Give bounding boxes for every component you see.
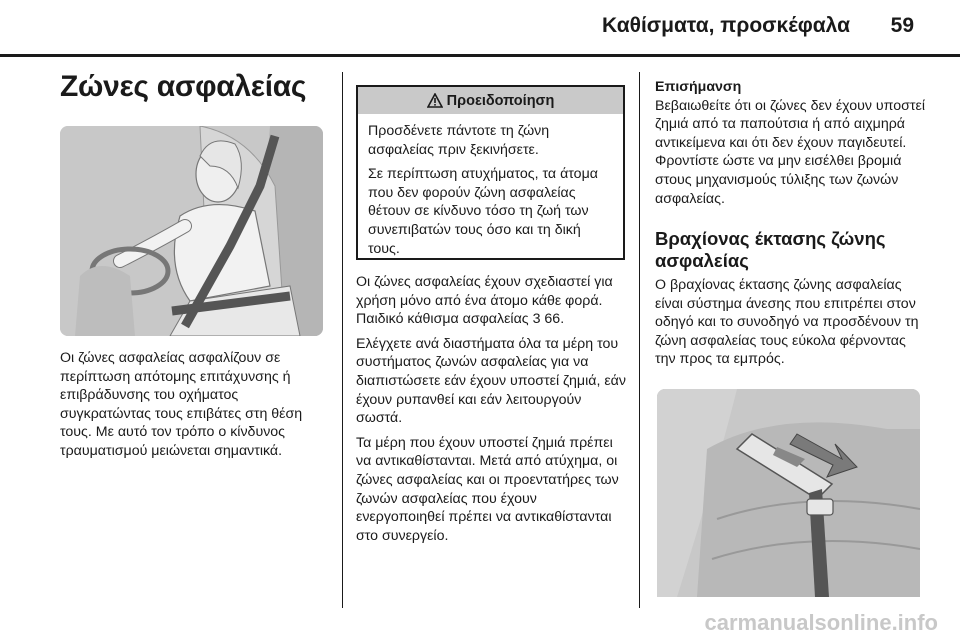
belt-extender-text: Ο βραχίονας έκτασης ζώνης ασφαλείας είναι σύστημα άνεσης που επιτρέπει στον οδηγό και το συνοδηγό να προσδένουν τη ζώνη ασφαλείας τους εύκολα φέρνοντας την προς τα εμπρός. (655, 277, 919, 368)
page-number: 59 (890, 14, 914, 37)
belt-extender-illustration (657, 389, 920, 597)
single-user-paragraph (356, 273, 628, 329)
note-block (655, 78, 925, 208)
page-reference-link[interactable]: 3 66. (532, 311, 565, 328)
header-title: Καθίσματα, προσκέφαλα (602, 14, 850, 37)
seatbelt-driver-illustration (60, 126, 323, 336)
middle-column-text (356, 273, 628, 551)
note-text: Βεβαιωθείτε ότι οι ζώνες δεν έχουν υποστεί ζημιά από τα παπούτσια ή από αιχμηρά αντικείμενα και ότι δεν έχουν παγιδευτεί. Φροντίστε ώστε να μην εισέλθει βρομιά στους μηχανισμούς τύλιξης των ζωνών ασφαλείας. (655, 97, 925, 207)
warning-header (358, 87, 623, 114)
note-title: Επισήμανση (655, 79, 742, 95)
replacement-paragraph: Τα μέρη που έχουν υποστεί ζημιά πρέπει να αντικαθίστανται. Μετά από ατύχημα, οι ζώνες ασφαλείας και οι προεντατήρες των ζωνών ασφαλείας που έχουν ενεργοποιηθεί πρέπει να αντικαθίστανται στο συνεργείο. (356, 434, 619, 544)
column-divider-right (639, 72, 640, 608)
warning-body (358, 114, 623, 258)
driver-seatbelt-drawing (60, 126, 323, 336)
warning-title: Προειδοποίηση (446, 92, 555, 109)
single-user-text: Οι ζώνες ασφαλείας έχουν σχεδιαστεί για χρήση μόνο από ένα άτομο κάθε φορά. Παιδικό κάθισμα ασφαλείας (356, 274, 613, 328)
header-divider (0, 54, 960, 57)
belt-extender-drawing (657, 389, 920, 597)
inspection-paragraph: Ελέγχετε ανά διαστήματα όλα τα μέρη του συστήματος ζωνών ασφαλείας για να διαπιστώσετε εάν έχουν υποστεί ζημιά, εάν έχουν ρυπανθεί και εάν λειτουργούν σωστά. (356, 335, 626, 427)
warning-box (356, 85, 625, 260)
section-title: Ζώνες ασφαλείας (60, 70, 307, 103)
column-divider-left (342, 72, 343, 608)
belt-extender-heading: Βραχίονας έκτασης ζώνης ασφαλείας (655, 228, 886, 271)
warning-paragraph-2: Σε περίπτωση ατυχήματος, τα άτομα που δεν φορούν ζώνη ασφαλείας θέτουν σε κίνδυνο τόσο τη ζωή των συνεπιβατών τους όσο και τη δική τους. (368, 166, 598, 257)
warning-paragraph-1: Προσδένετε πάντοτε τη ζώνη ασφαλείας πριν ξεκινήσετε. (368, 123, 550, 158)
intro-caption: Οι ζώνες ασφαλείας ασφαλίζουν σε περίπτωση απότομης επιτάχυνσης ή επιβράδυνσης του οχήματος συγκρατώντας τους επιβάτες στη θέση τους. Με αυτό τον τρόπο ο κίνδυνος τραυματισμού μειώνεται σημαντικά. (60, 350, 303, 459)
warning-triangle-icon (427, 93, 443, 108)
watermark: carmanualsonline.info (704, 610, 938, 635)
